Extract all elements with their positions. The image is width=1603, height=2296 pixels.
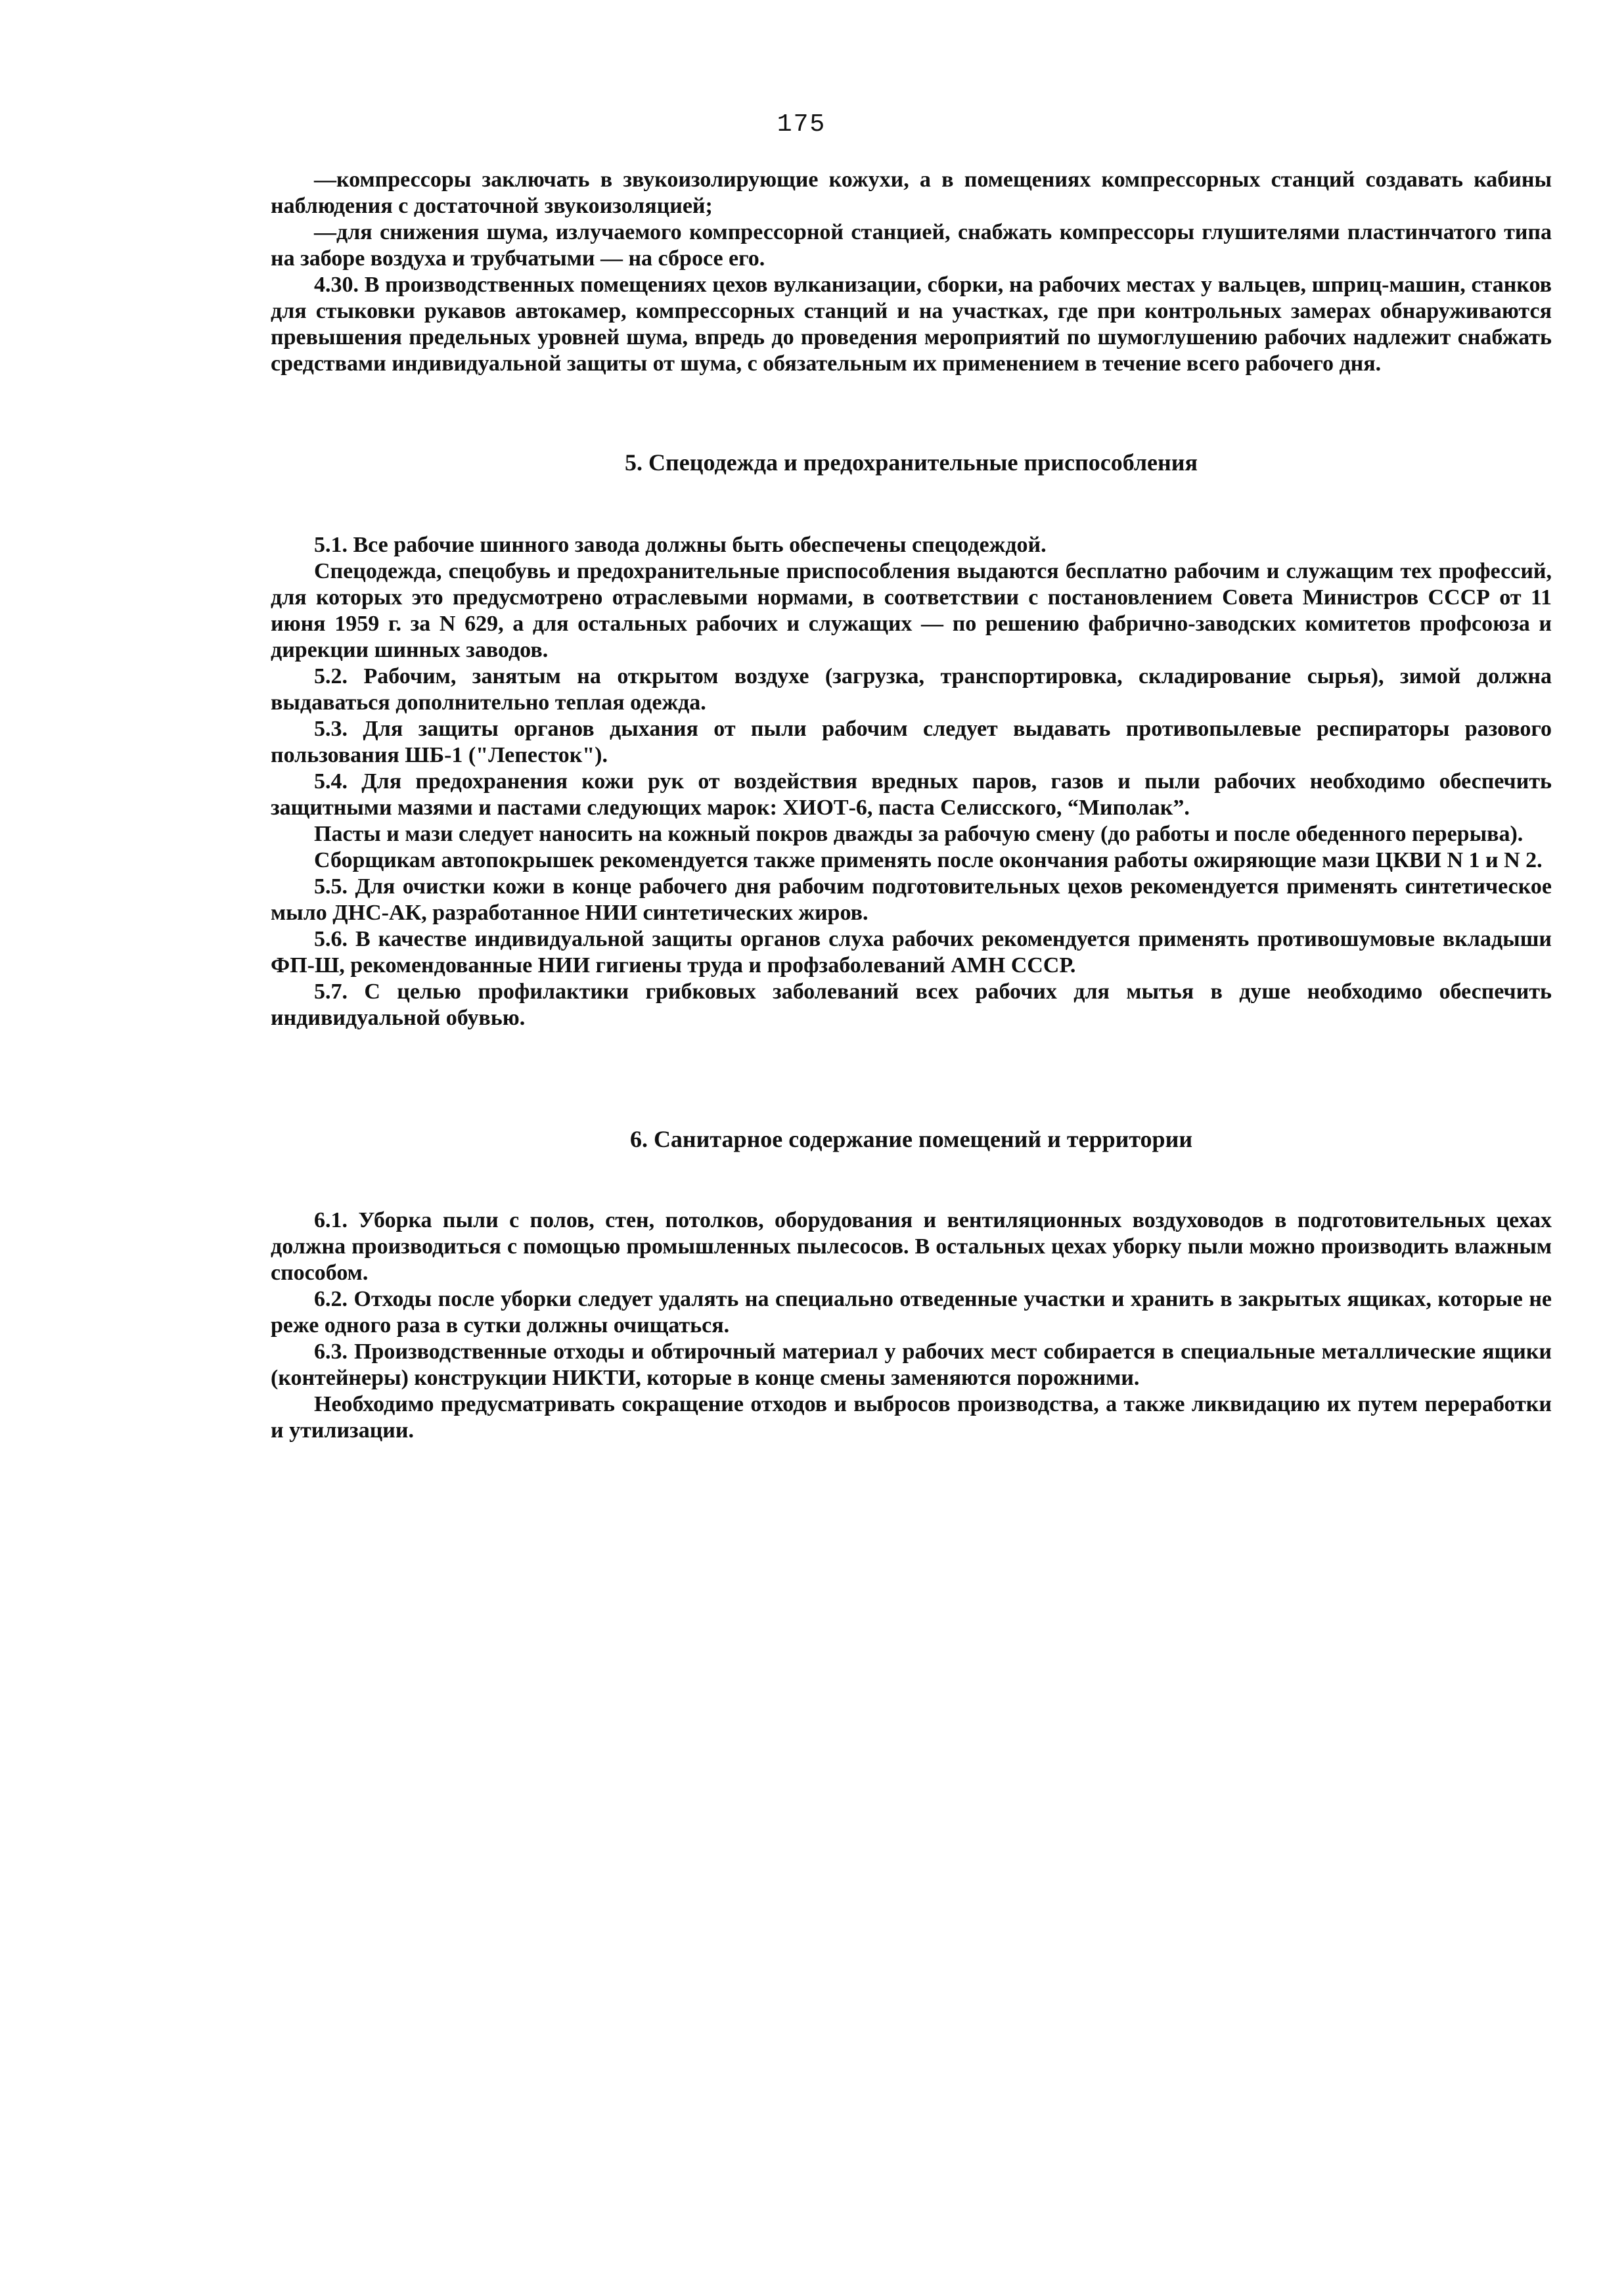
paragraph: 4.30. В производственных помещениях цехов вулканизации, сборки, на рабочих местах у вальцев, шприц-машин, станков для стыковки рукавов автокамер, компрессорных станций и на участках, где при контрольных замерах обнаруживаются превышения предельных уровней шума, впредь до проведения мероприятий по шумоглушению рабочих надлежит снабжать средствами индивидуальной защиты от шума, с обязательным их применением в течение всего рабочего дня.	[271, 273, 1552, 376]
paragraph: Пасты и мази следует наносить на кожный покров дважды за рабочую смену (до работы и после обеденного перерыва).	[314, 822, 1524, 846]
paragraph: 6.2. Отходы после уборки следует удалять на специально отведенные участки и хранить в закрытых ящиках, которые не реже одного раза в сутки должны очищаться.	[271, 1287, 1552, 1338]
section-5-text	[271, 532, 1552, 1031]
paragraph: —компрессоры заключать в звукоизолирующие кожухи, а в помещениях компрессорных станций создавать кабины наблюдения с достаточной звукоизоляцией;	[271, 168, 1552, 218]
paragraph: 5.1. Все рабочие шинного завода должны быть обеспечены спецодеждой.	[314, 533, 1047, 557]
page-number: 175	[777, 110, 826, 139]
paragraph: 5.4. Для предохранения кожи рук от воздействия вредных паров, газов и пыли рабочих необходимо обеспечить защитными мазями и пастами следующих марок: ХИОТ-6, паста Селисского, “Миполак”.	[271, 769, 1552, 820]
paragraph: —для снижения шума, излучаемого компрессорной станцией, снабжать компрессоры глушителями пластинчатого типа на заборе воздуха и трубчатыми — на сбросе его.	[271, 220, 1552, 271]
paragraph: 6.3. Производственные отходы и обтирочный материал у рабочих мест собирается в специальные металлические ящики (контейнеры) конструкции НИКТИ, которые в конце смены заменяются порожними.	[271, 1339, 1552, 1390]
section-heading: 6. Санитарное содержание помещений и территории	[629, 1126, 1193, 1152]
paragraph: Сборщикам автопокрышек рекомендуется также применять после окончания работы ожиряющие мази ЦКВИ N 1 и N 2.	[314, 848, 1543, 872]
section-6-text	[271, 1207, 1552, 1444]
paragraph: 5.3. Для защиты органов дыхания от пыли рабочим следует выдавать противопылевые респираторы разового пользования ШБ-1 ("Лепесток").	[271, 717, 1552, 767]
paragraph: Спецодежда, спецобувь и предохранительные приспособления выдаются бесплатно рабочим и служащим тех профессий, для которых это предусмотрено отраслевыми нормами, в соответствии с постановлением Совета Министров СССР от 11 июня 1959 г. за N 629, а для остальных рабочих и служащих — по решению фабрично-заводских комитетов профсоюза и дирекции шинных заводов.	[271, 559, 1552, 662]
paragraph: 5.7. С целью профилактики грибковых заболеваний всех рабочих для мытья в душе необходимо обеспечить индивидуальной обувью.	[271, 979, 1552, 1030]
paragraph: Необходимо предусматривать сокращение отходов и выбросов производства, а также ликвидацию их путем переработки и утилизации.	[271, 1392, 1552, 1443]
paragraph: 5.5. Для очистки кожи в конце рабочего дня рабочим подготовительных цехов рекомендуется применять синтетическое мыло ДНС-АК, разработанное НИИ синтетических жиров.	[271, 874, 1552, 925]
paragraph: 5.2. Рабочим, занятым на открытом воздухе (загрузка, транспортировка, складирование сырья), зимой должна выдаваться дополнительно теплая одежда.	[271, 664, 1552, 715]
paragraph: 5.6. В качестве индивидуальной защиты органов слуха рабочих рекомендуется применять противошумовые вкладыши ФП-Ш, рекомендованные НИИ гигиены труда и профзаболеваний АМН СССР.	[271, 927, 1552, 978]
paragraph: 6.1. Уборка пыли с полов, стен, потолков, оборудования и вентиляционных воздуховодов в подготовительных цехах должна производиться с помощью промышленных пылесосов. В остальных цехах уборку пыли можно производить влажным способом.	[271, 1208, 1552, 1285]
intro-text	[271, 167, 1552, 377]
section-heading: 5. Спецодежда и предохранительные приспособления	[625, 449, 1198, 476]
